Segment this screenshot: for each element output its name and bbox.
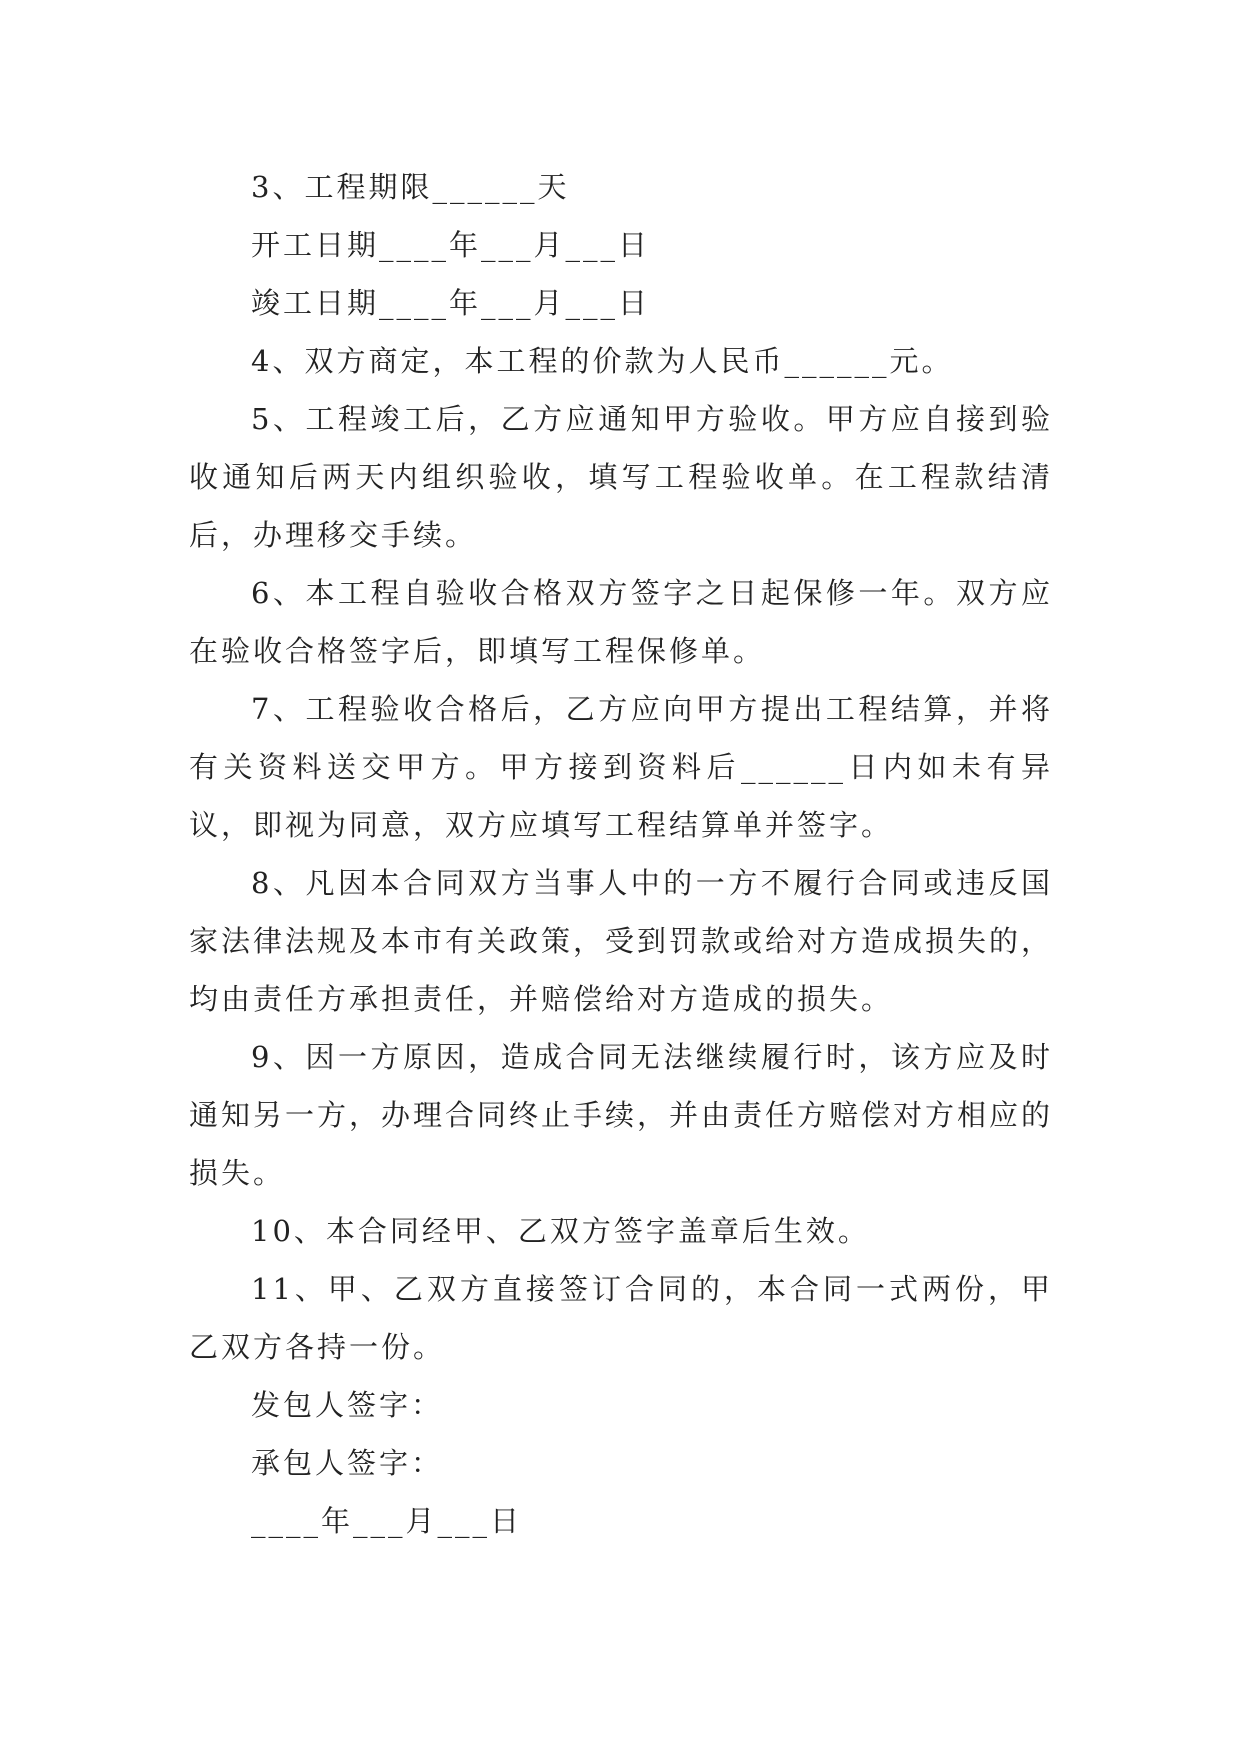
clause-9-termination: 9、因一方原因，造成合同无法继续履行时，该方应及时通知另一方，办理合同终止手续，并由责任方赔偿对方相应的损失。 bbox=[189, 1040, 1054, 1190]
clause-4-price: 4、双方商定，本工程的价款为人民币______元。 bbox=[251, 344, 954, 378]
signing-date-line: ____年___月___日 bbox=[251, 1504, 523, 1538]
contract-body bbox=[189, 158, 1053, 1550]
clause-5-acceptance: 5、工程竣工后，乙方应通知甲方验收。甲方应自接到验收通知后两天内组织验收，填写工程验收单。在工程款结清后，办理移交手续。 bbox=[189, 402, 1053, 552]
clause-7-settlement: 7、工程验收合格后，乙方应向甲方提出工程结算，并将有关资料送交甲方。甲方接到资料后______日内如未有异议，即视为同意，双方应填写工程结算单并签字。 bbox=[189, 692, 1053, 842]
clause-6-warranty: 6、本工程自验收合格双方签字之日起保修一年。双方应在验收合格签字后，即填写工程保修单。 bbox=[189, 576, 1053, 668]
clause-3-duration: 3、工程期限______天 bbox=[251, 170, 570, 204]
clause-11-copies: 11、甲、乙双方直接签订合同的，本合同一式两份，甲乙双方各持一份。 bbox=[189, 1272, 1053, 1364]
completion-date-line: 竣工日期____年___月___日 bbox=[251, 286, 651, 320]
clause-8-liability: 8、凡因本合同双方当事人中的一方不履行合同或违反国家法律法规及本市有关政策，受到罚款或给对方造成损失的，均由责任方承担责任，并赔偿给对方造成的损失。 bbox=[189, 866, 1054, 1016]
clause-10-effective: 10、本合同经甲、乙双方签字盖章后生效。 bbox=[251, 1214, 870, 1248]
contractor-signature-line: 承包人签字： bbox=[251, 1446, 444, 1480]
employer-signature-line: 发包人签字： bbox=[251, 1388, 444, 1422]
start-date-line: 开工日期____年___月___日 bbox=[251, 228, 651, 262]
